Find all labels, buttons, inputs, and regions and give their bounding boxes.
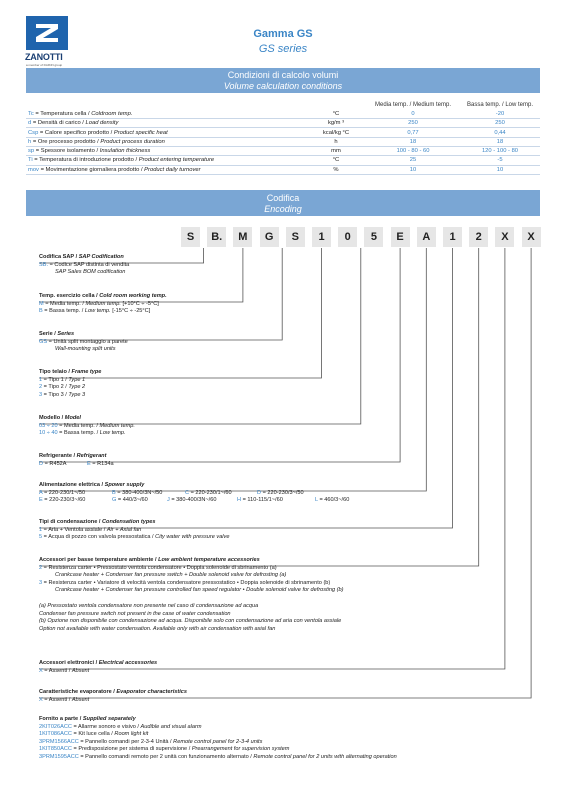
series-code: GS — [39, 338, 48, 345]
condition-low-value: 120 - 100 - 80 — [460, 146, 540, 155]
temp-title-en: Cold room working temp. — [99, 293, 167, 299]
power-row-1 — [39, 490, 376, 498]
supplied-item — [39, 739, 397, 747]
supplied-item — [39, 746, 397, 754]
condition-symbol: d — [28, 120, 32, 127]
frame-item — [39, 384, 101, 392]
col-medium-header: Media temp. / Medium temp. — [374, 101, 452, 108]
temp-m-it: = Media temp. / — [43, 300, 86, 307]
condition-unit: mm — [306, 146, 366, 155]
electrical-title-it: Accessori elettronici / — [39, 660, 99, 666]
frame-code: 2 — [39, 384, 43, 391]
model-m-it: = Media temp. / — [57, 422, 100, 429]
temp-m-en: Medium temp. — [85, 300, 121, 307]
sap-desc: = Codice SAP distinta di vendita — [48, 261, 130, 268]
section-model — [39, 415, 135, 438]
encoding-subtitle: Encoding — [264, 204, 302, 214]
condition-low-value: 0,44 — [460, 128, 540, 137]
power-row-2 — [39, 497, 376, 505]
code-char-box: G — [260, 227, 279, 247]
supplied-code: 1KIT850ACC — [39, 746, 72, 753]
condition-label-it: = Temperatura di introduzione prodotto / — [32, 157, 139, 164]
conditions-header-row — [26, 100, 540, 109]
code-char-box: X — [495, 227, 514, 247]
supplied-title-en: Supplied separately — [82, 716, 136, 722]
condensation-5-en: City water with pressure valve — [155, 534, 230, 541]
condition-symbol: mov — [28, 166, 39, 173]
code-char-box: S — [181, 227, 200, 247]
model-b-it: = Bassa temp. / — [57, 430, 100, 437]
supplied-en: Room light kit — [114, 731, 149, 738]
frame-it: = Tipo 3 / — [42, 391, 69, 398]
accessories-code-2: 2 — [39, 564, 43, 571]
power-val: = 460/3~/60 — [317, 497, 350, 504]
code-char-box: S — [286, 227, 305, 247]
condition-label-en: Product specific heat — [113, 129, 168, 136]
condition-unit: °C — [306, 109, 366, 118]
condensation-code-1: 1 — [39, 526, 43, 533]
code-char-box: X — [522, 227, 541, 247]
supplied-it: = Pannello comandi per 2-3-4 Unità / — [78, 738, 174, 745]
power-val: = 380-400/3N~/60 — [169, 497, 217, 504]
condition-unit: h — [306, 137, 366, 146]
frame-it: = Tipo 2 / — [42, 384, 69, 391]
refrigerant-e: = R134a — [90, 460, 114, 467]
condition-label-en: Coldroom temp. — [91, 110, 133, 117]
condition-label-it: = Ore processo prodotto / — [31, 138, 101, 145]
conditions-row — [26, 109, 540, 118]
condition-label-en: Load density — [85, 120, 119, 127]
supplied-item — [39, 731, 397, 739]
section-refrigerant — [39, 453, 114, 468]
condition-symbol: Tc — [28, 110, 34, 117]
condition-desc — [26, 109, 306, 118]
temp-code-b: B — [39, 308, 43, 315]
frame-code: 3 — [39, 391, 43, 398]
accessories-note-a-en: Condenser fan pressure switch not present in the case of water condensation — [39, 610, 231, 617]
brand-tagline: a member of DAIKIN group — [26, 63, 63, 67]
condition-low-value: -20 — [460, 109, 540, 118]
supplied-it: = Predisposizione per sistema di supervisione / — [71, 746, 192, 753]
frame-title-it: Tipo telaio / — [39, 369, 72, 375]
condition-medium-value: 100 - 80 - 60 — [366, 146, 460, 155]
evaporator-en: Absent — [71, 696, 90, 703]
supplied-code: 3PRM1595ACC — [39, 753, 79, 760]
supplied-it: = Kit luce cella / — [71, 731, 115, 738]
condition-medium-value: 18 — [366, 137, 460, 146]
power-val: = 380-400/3N~/50 — [115, 489, 163, 496]
section-supplied — [39, 716, 397, 762]
condition-low-value: 18 — [460, 137, 540, 146]
accessories-note-a: (a) Pressostato ventola condensatore non presente nel caso di condensazione ad acqua — [39, 602, 259, 609]
condition-medium-value: 25 — [366, 156, 460, 165]
condensation-1-it: = Aria + Ventola assiale / — [42, 526, 107, 533]
sap-title-en: SAP Codification — [78, 254, 124, 260]
frame-en: Type 2 — [68, 384, 86, 391]
condition-symbol: h — [28, 138, 32, 145]
conditions-row — [26, 165, 540, 174]
condensation-title-it: Tipi di condensazione / — [39, 519, 102, 525]
condition-label-it: = Densità di carico / — [31, 120, 86, 127]
refrigerant-d: = R452A — [43, 460, 67, 467]
series-title-it: Serie / — [39, 331, 58, 337]
supplied-it: = Allarme sonoro e visivo / — [71, 723, 141, 730]
power-title-it: Alimentazione elettrica / — [39, 482, 105, 488]
supplied-en: Remote control panel for 2-3-4 units — [173, 738, 263, 745]
refrigerant-code-e: E — [87, 460, 91, 467]
code-char-box: 1 — [443, 227, 462, 247]
conditions-header — [26, 68, 540, 93]
condition-desc — [26, 137, 306, 146]
model-title-it: Modello / — [39, 415, 65, 421]
condition-desc — [26, 165, 306, 174]
section-power — [39, 482, 376, 505]
condition-label-en: Insulation thickness — [99, 148, 151, 155]
condition-unit: kg/m ³ — [306, 119, 366, 128]
model-code-b: 10 ÷ 40 — [39, 430, 58, 437]
accessories-note-b: (b) Opzione non disponibile con condensazione ad acqua. Disponibile solo con condensazione ad aria con ventola assiale — [39, 618, 342, 625]
condition-medium-value: 0 — [366, 109, 460, 118]
section-condensation — [39, 519, 229, 542]
page-title: Gamma GS — [253, 28, 313, 40]
refrigerant-title-it: Refrigerante / — [39, 453, 77, 459]
series-desc: = Unità split montaggio a parete — [47, 338, 128, 345]
condensation-5-it: = Acqua di pozzo con valvola pressostatica / — [42, 534, 156, 541]
supplied-code: 2KIT026ACC — [39, 723, 72, 730]
condition-label-it: = Spessore isolamento / — [34, 148, 100, 155]
supplied-en: Audible and visual alarm — [140, 723, 202, 730]
code-char-box: M — [233, 227, 252, 247]
condition-medium-value: 0,77 — [366, 128, 460, 137]
supplied-title-it: Fornito a parte / — [39, 716, 83, 722]
evaporator-title-en: Evaporator characteristics — [116, 689, 187, 695]
code-char-box: A — [417, 227, 436, 247]
evaporator-code: X — [39, 696, 43, 703]
accessories-note-b-en: Option not available with water condensation. Available only with air condensation with axial fan — [39, 625, 276, 632]
condition-symbol: sp — [28, 148, 35, 155]
zanotti-logo — [26, 16, 68, 66]
electrical-code: X — [39, 667, 43, 674]
accessories-3-it: = Resistenza carter • Variatore di velocità ventola condensatore pressostatico • Doppia solenoide di sbrinamento (b) — [42, 579, 331, 586]
accessories-2-it: = Resistenza carter • Pressostato ventola condensatore • Doppia solenoide di sbrinamento (a) — [42, 564, 277, 571]
condition-label-it: = Movimentazione giornaliera prodotto / — [38, 166, 145, 173]
evaporator-it: = Assenti / — [42, 696, 72, 703]
power-val: = 110-115/1~/60 — [241, 497, 283, 504]
power-code: A — [39, 489, 43, 496]
condition-unit: kcal/kg °C — [306, 128, 366, 137]
conditions-title: Condizioni di calcolo volumi — [227, 70, 339, 80]
condition-medium-value: 10 — [366, 165, 460, 174]
condition-low-value: 250 — [460, 119, 540, 128]
temp-m-range: [+10°C ÷ -5°C] — [120, 300, 159, 307]
accessories-title-en: Low ambient temperature accessories — [158, 557, 260, 563]
frame-en: Type 1 — [68, 376, 86, 383]
power-title-en: Spower supply — [104, 482, 145, 488]
refrigerant-code-d: D — [39, 460, 44, 467]
supplied-code: 1KIT086ACC — [39, 731, 72, 738]
conditions-subtitle: Volume calculation conditions — [223, 81, 343, 91]
conditions-row — [26, 128, 540, 137]
temp-title-it: Temp. esercizio cella / — [39, 293, 100, 299]
electrical-title-en: Electrical accessories — [98, 660, 158, 666]
sap-title-it: Codifica SAP / — [39, 254, 79, 260]
power-val: = 220-230/3~/60 — [42, 497, 86, 504]
condition-low-value: -5 — [460, 156, 540, 165]
sap-desc-en: SAP Sales BOM codification — [55, 269, 126, 276]
evaporator-title-it: Caratteristiche evaporatore / — [39, 689, 117, 695]
model-b-en: Low temp. — [99, 430, 126, 437]
conditions-row — [26, 146, 540, 155]
temp-b-en: Low temp. — [84, 308, 111, 315]
section-evaporator — [39, 689, 187, 704]
condition-desc — [26, 119, 306, 128]
power-code: E — [39, 497, 43, 504]
accessories-title-it: Accessori per basse temperature ambiente / — [39, 557, 159, 563]
encoding-header — [26, 190, 540, 216]
accessories-code-3: 3 — [39, 579, 43, 586]
col-low-header: Bassa temp. / Low temp. — [466, 101, 534, 108]
code-char-box: 0 — [338, 227, 357, 247]
supplied-item — [39, 754, 397, 762]
condition-unit: °C — [306, 156, 366, 165]
refrigerant-title-en: Refrigerant — [76, 453, 107, 459]
condition-label-en: Product daily turnover — [144, 166, 201, 173]
model-code-m: 03 ÷ 20 — [39, 422, 58, 429]
section-sap — [39, 254, 129, 277]
frame-item — [39, 392, 101, 400]
power-val: = 220-230/3~/50 — [261, 489, 304, 496]
encoding-title: Codifica — [266, 193, 300, 203]
electrical-it: = Assenti / — [42, 667, 72, 674]
power-code: G — [112, 497, 117, 504]
brand-name: ZANOTTI — [25, 52, 63, 62]
power-code: B — [112, 489, 116, 496]
accessories-2-en: Crankcase heater + Condenser fan pressure switch + Double solenoid valve for defrosting (a) — [55, 572, 287, 579]
code-char-box: 5 — [364, 227, 383, 247]
section-electrical — [39, 660, 157, 675]
code-char-box: 2 — [469, 227, 488, 247]
section-frame — [39, 369, 101, 399]
code-char-box: E — [391, 227, 410, 247]
condition-label-it: = Calore specifico prodotto / — [38, 129, 114, 136]
page-subtitle: GS series — [258, 43, 308, 55]
temp-b-it: = Bassa temp. / — [42, 308, 85, 315]
supplied-en: Remote control panel for 2 units with alternating operation — [253, 753, 397, 760]
power-val: = 220-230/1~/50 — [42, 489, 86, 496]
power-code: D — [257, 489, 262, 496]
power-code: H — [237, 497, 242, 504]
temp-b-range: [-15°C ÷ -25°C] — [110, 308, 151, 315]
condition-medium-value: 250 — [366, 119, 460, 128]
power-code: J — [167, 497, 170, 504]
frame-title-en: Frame type — [71, 369, 102, 375]
frame-en: Type 3 — [68, 391, 86, 398]
supplied-en: Prearrangement for supervision system — [191, 746, 290, 753]
sap-code: SB. — [39, 261, 49, 268]
accessories-3-en: Crankcase heater + Condenser fan pressure controlled fan speed regulator • Double solenoid valve for defrosting (b) — [55, 587, 344, 594]
section-accessories — [39, 557, 344, 633]
power-code: L — [315, 497, 318, 504]
model-title-en: Model — [64, 415, 81, 421]
code-char-box: 1 — [312, 227, 331, 247]
series-title-en: Series — [57, 331, 75, 337]
model-m-en: Medium temp. — [99, 422, 135, 429]
condition-symbol: Csp — [28, 129, 39, 136]
condition-label-it: = Temperatura cella / — [33, 110, 92, 117]
condensation-title-en: Condensation types — [102, 519, 156, 525]
condensation-code-5: 5 — [39, 534, 43, 541]
temp-code-m: M — [39, 300, 44, 307]
condition-desc — [26, 146, 306, 155]
condition-label-en: Product process duration — [100, 138, 165, 145]
electrical-en: Absent — [71, 667, 90, 674]
frame-item — [39, 377, 101, 385]
condition-label-en: Product entering temperature — [138, 157, 215, 164]
condition-unit: % — [306, 165, 366, 174]
frame-it: = Tipo 1 / — [42, 376, 69, 383]
power-val: = 440/3~/60 — [116, 497, 148, 504]
supplied-code: 3PRM1566ACC — [39, 738, 79, 745]
condition-low-value: 10 — [460, 165, 540, 174]
code-char-box: B. — [207, 227, 226, 247]
frame-code: 1 — [39, 376, 43, 383]
supplied-it: = Pannello comandi remoto per 2 unità con funzionamento alternato / — [78, 753, 254, 760]
condensation-1-en: Air + Axial fan — [106, 526, 142, 533]
conditions-table — [26, 100, 540, 175]
section-series — [39, 331, 128, 354]
section-temp — [39, 293, 167, 316]
condition-desc — [26, 156, 306, 165]
supplied-item — [39, 724, 397, 732]
power-val: = 220-230/1~/60 — [189, 489, 232, 496]
conditions-row — [26, 156, 540, 165]
condition-desc — [26, 128, 306, 137]
series-desc-en: Wall-mounting split units — [55, 346, 116, 353]
conditions-row — [26, 119, 540, 128]
condition-symbol: Ti — [28, 157, 33, 164]
conditions-row — [26, 137, 540, 146]
power-code: C — [185, 489, 190, 496]
